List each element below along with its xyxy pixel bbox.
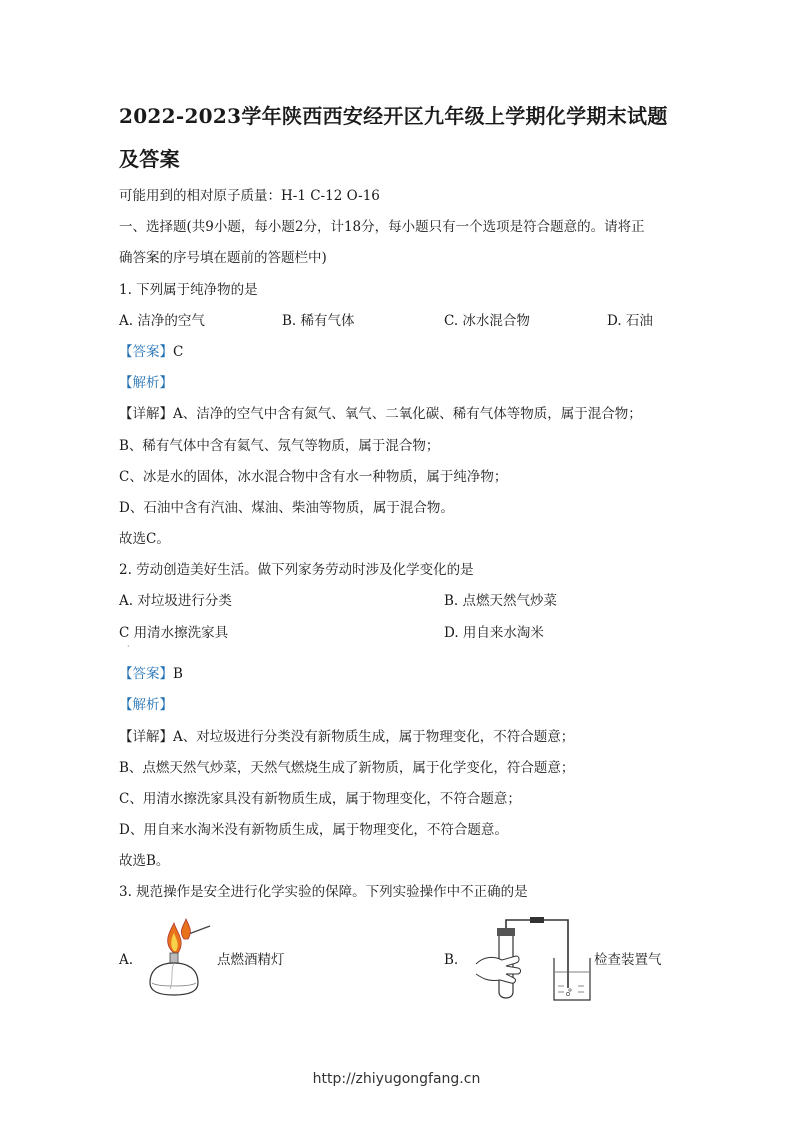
q1-detail-line: D、石油中含有汽油、煤油、柴油等物质，属于混合物。 bbox=[119, 500, 454, 516]
answer-value: B bbox=[173, 666, 183, 682]
q2-detail-line: B、点燃天然气炒菜，天然气燃烧生成了新物质，属于化学变化，符合题意； bbox=[119, 760, 575, 776]
q2-detail-line: D、用自来水淘米没有新物质生成，属于物理变化，不符合题意。 bbox=[119, 822, 508, 838]
answer-tag: 【答案】 bbox=[119, 666, 173, 682]
q2-option-c: C 用清水擦洗家具 bbox=[119, 625, 229, 641]
q1-analysis-tag: 【解析】 bbox=[119, 375, 173, 391]
q1-option-d: D. 石油 bbox=[607, 313, 653, 329]
q3-option-b-text: 检查装置气 bbox=[594, 952, 662, 968]
q2-option-b: B. 点燃天然气炒菜 bbox=[444, 593, 558, 609]
detail-tag: 【详解】 bbox=[119, 729, 173, 745]
q2-option-a: A. 对垃圾进行分类 bbox=[119, 593, 232, 609]
q2-option-d: D. 用自来水淘米 bbox=[444, 625, 544, 641]
q1-stem: 1. 下列属于纯净物的是 bbox=[119, 282, 258, 298]
answer-value: C bbox=[173, 344, 184, 360]
q1-detail-line: C、冰是水的固体，冰水混合物中含有水一种物质，属于纯净物； bbox=[119, 469, 508, 485]
q3-option-a-text: 点燃酒精灯 bbox=[217, 952, 285, 968]
q1-answer bbox=[119, 343, 183, 361]
airtightness-check-figure bbox=[466, 912, 596, 1004]
q1-detail-line bbox=[119, 405, 642, 423]
q2-detail-line: C、用清水擦洗家具没有新物质生成，属于物理变化，不符合题意； bbox=[119, 791, 521, 807]
q1-option-c: C. 冰水混合物 bbox=[444, 313, 530, 329]
q1-option-a: A. 洁净的空气 bbox=[119, 313, 205, 329]
answer-tag: 【答案】 bbox=[119, 344, 173, 360]
footer-url[interactable]: http://zhiyugongfang.cn bbox=[312, 1071, 481, 1087]
q3-stem: 3. 规范操作是安全进行化学实验的保障。下列实验操作中不正确的是 bbox=[119, 884, 528, 900]
q2-detail-line bbox=[119, 728, 574, 746]
q1-conclusion: 故选C。 bbox=[119, 531, 170, 547]
alcohol-lamp-figure bbox=[140, 915, 220, 1001]
q2-answer bbox=[119, 665, 183, 683]
q3-option-b-letter: B. bbox=[444, 952, 459, 968]
q2-conclusion: 故选B。 bbox=[119, 853, 170, 869]
detail-text: A、洁净的空气中含有氮气、氧气、二氧化碳、稀有气体等物质，属于混合物； bbox=[173, 406, 642, 422]
q1-detail-line: B、稀有气体中含有氦气、氖气等物质，属于混合物； bbox=[119, 438, 440, 454]
q3-option-a-letter: A. bbox=[119, 952, 134, 968]
section-instructions-line1: 一、选择题(共9小题，每小题2分，计18分，每小题只有一个选项是符合题意的。请将正 bbox=[119, 219, 645, 235]
q2-analysis-tag: 【解析】 bbox=[119, 697, 173, 713]
stray-dot: · bbox=[127, 642, 130, 651]
q1-option-b: B. 稀有气体 bbox=[282, 313, 355, 329]
atomic-mass-note: 可能用到的相对原子质量：H-1 C-12 O-16 bbox=[119, 188, 380, 204]
q2-stem: 2. 劳动创造美好生活。做下列家务劳动时涉及化学变化的是 bbox=[119, 562, 474, 578]
doc-title-line1: 2022-2023学年陕西西安经开区九年级上学期化学期末试题 bbox=[119, 104, 668, 128]
detail-text: A、对垃圾进行分类没有新物质生成，属于物理变化，不符合题意； bbox=[173, 729, 575, 745]
detail-tag: 【详解】 bbox=[119, 406, 173, 422]
section-instructions-line2: 确答案的序号填在题前的答题栏中) bbox=[119, 250, 327, 266]
doc-title-line2: 及答案 bbox=[119, 147, 180, 171]
